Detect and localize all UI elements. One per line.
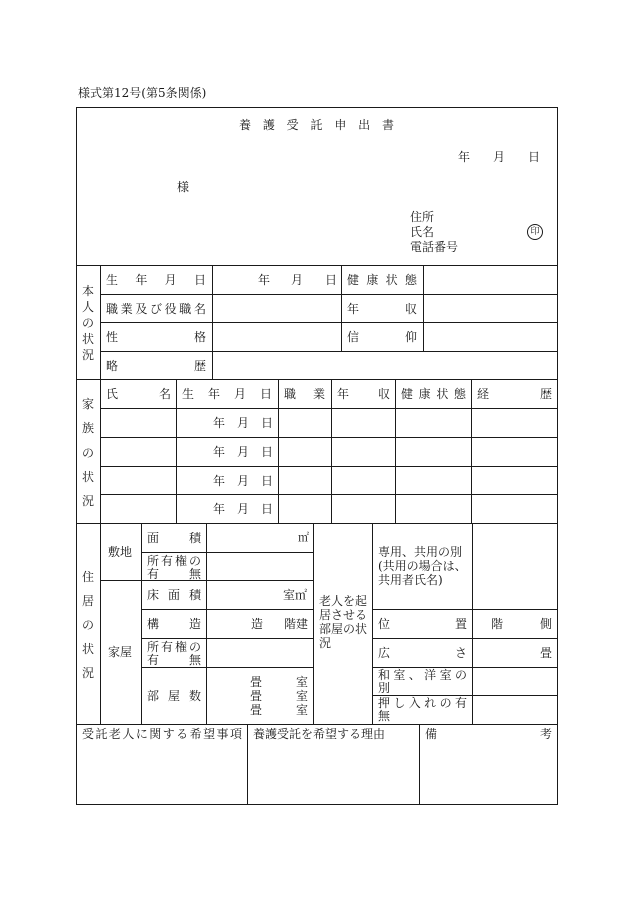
label-char: 月 <box>233 387 246 401</box>
size-label <box>378 646 467 660</box>
label-char: 和 <box>378 668 391 682</box>
structure-label <box>147 617 201 631</box>
label-char: の <box>81 618 94 632</box>
form-title <box>239 118 394 132</box>
title-char: 託 <box>310 118 323 132</box>
family-name-header <box>106 387 171 401</box>
label-char: に <box>135 727 148 741</box>
label-char: 収 <box>377 387 390 401</box>
label-char: 位 <box>378 617 391 631</box>
label-char: の <box>439 696 452 710</box>
label-char: 居 <box>81 594 94 608</box>
shared-label-line3: 共用者氏名) <box>378 573 443 587</box>
floor-area-unit: 室㎡ <box>283 588 308 602</box>
label-char: の <box>81 445 94 460</box>
label-char: 造 <box>188 617 201 631</box>
label-char: 族 <box>81 421 94 436</box>
label-char: 態 <box>453 387 466 401</box>
label-char: 収 <box>404 302 417 316</box>
seal-mark: 印 <box>527 224 543 240</box>
label-char: 本 <box>81 284 94 298</box>
birth-day-unit: 日 <box>325 273 338 287</box>
label-char: 況 <box>81 666 94 680</box>
label-char: 年 <box>207 387 220 401</box>
income-label <box>347 302 417 316</box>
label-char: 側 <box>539 617 552 631</box>
label-char: 数 <box>188 689 201 703</box>
label-char: さ <box>454 646 467 660</box>
rooms-tatami-unit: 畳 <box>250 689 263 703</box>
form-id: 様式第12号(第5条関係) <box>78 86 207 100</box>
label-char: 託 <box>95 727 108 741</box>
label-char: 置 <box>454 617 467 631</box>
label-char: 及 <box>135 302 148 316</box>
site-ownership-label-line1 <box>147 554 201 568</box>
label-char: 人 <box>122 727 135 741</box>
label-char: 押 <box>378 696 391 710</box>
label-char: 健 <box>401 387 414 401</box>
label-char: 有 <box>147 567 160 581</box>
label-char: 面 <box>167 588 180 602</box>
remarks-label <box>425 727 552 741</box>
label-char: 況 <box>81 348 94 362</box>
site-area-unit: ㎡ <box>298 531 309 544</box>
family-health-header <box>401 387 466 401</box>
label-char: 希 <box>189 727 202 741</box>
closet-label-line1 <box>378 696 467 710</box>
family-row-month: 月 <box>237 502 250 516</box>
religion-label <box>347 330 417 344</box>
label-char: れ <box>424 696 437 710</box>
family-row-day: 日 <box>261 445 274 459</box>
housing-section-label <box>81 570 95 680</box>
label-char: 広 <box>378 646 391 660</box>
site-area-label <box>147 531 201 545</box>
label-char: 無 <box>188 653 201 667</box>
label-char: 名 <box>193 302 206 316</box>
rooms-room-unit: 室 <box>296 703 309 717</box>
label-char: 項 <box>229 727 242 741</box>
label-char: 事 <box>216 727 229 741</box>
family-row-day: 日 <box>261 416 274 430</box>
family-row-month: 月 <box>237 445 250 459</box>
label-char: す <box>162 727 175 741</box>
label-char: 職 <box>179 302 192 316</box>
closet-label-line2: 無 <box>378 709 391 723</box>
name-label: 氏名 <box>410 225 435 239</box>
shared-label-line2: (共用の場合は、 <box>378 559 467 573</box>
label-char: 氏 <box>106 387 119 401</box>
label-char: 有 <box>160 640 173 654</box>
label-char: 状 <box>81 642 94 656</box>
label-char: 老 <box>108 727 121 741</box>
label-char: の <box>188 554 201 568</box>
label-char: 所 <box>147 554 160 568</box>
label-char: 日 <box>193 273 206 287</box>
family-history-header <box>477 387 552 401</box>
family-row-year: 年 <box>213 502 226 516</box>
house-ownership-label-line2 <box>147 653 201 667</box>
label-char: 状 <box>385 273 398 287</box>
shared-label-line1: 専用、共用の別 <box>378 545 463 559</box>
floor-area-label <box>147 588 201 602</box>
label-char: 年 <box>135 273 148 287</box>
family-birth-header <box>182 387 272 401</box>
label-char: 所 <box>147 640 160 654</box>
label-char: 康 <box>366 273 379 287</box>
site-label: 敷地 <box>108 545 133 559</box>
label-char: 月 <box>164 273 177 287</box>
birth-month-unit: 月 <box>291 273 304 287</box>
label-char: 生 <box>182 387 195 401</box>
label-char: 階 <box>491 617 504 631</box>
label-char: 職 <box>284 387 297 401</box>
label-char: 、 <box>408 668 421 682</box>
label-char: 年 <box>347 302 360 316</box>
label-char: 年 <box>337 387 350 401</box>
label-char: 受 <box>82 727 95 741</box>
label-char: 床 <box>147 588 160 602</box>
label-char: び <box>149 302 162 316</box>
rooms-room-unit: 室 <box>296 675 309 689</box>
character-label <box>106 330 206 344</box>
label-char: 業 <box>120 302 133 316</box>
room-type-label-line2: 別 <box>378 681 391 695</box>
rooms-room-unit: 室 <box>296 689 309 703</box>
elder-room-label: 老人を起居させる部屋の状況 <box>319 594 368 650</box>
title-char: 書 <box>381 118 394 132</box>
label-char: 略 <box>106 359 119 373</box>
self-section-label <box>81 284 95 362</box>
label-char: 洋 <box>424 668 437 682</box>
label-char: 日 <box>259 387 272 401</box>
family-row-year: 年 <box>213 416 226 430</box>
label-char: 仰 <box>404 330 417 344</box>
label-char: 望 <box>203 727 216 741</box>
room-type-label-line1 <box>378 668 467 682</box>
label-char: 積 <box>188 588 201 602</box>
family-row-month: 月 <box>237 474 250 488</box>
label-char: 面 <box>147 531 160 545</box>
label-char: 態 <box>404 273 417 287</box>
rooms-label <box>147 689 201 703</box>
label-char: し <box>393 696 406 710</box>
health-label <box>347 273 417 287</box>
label-char: 積 <box>188 531 201 545</box>
rooms-tatami-unit: 畳 <box>250 675 263 689</box>
birth-year-unit: 年 <box>258 273 271 287</box>
rooms-tatami-unit: 畳 <box>250 703 263 717</box>
label-char: 状 <box>81 469 94 484</box>
label-char: 有 <box>454 696 467 710</box>
label-char: 状 <box>81 332 94 346</box>
occupation-label <box>106 302 206 316</box>
title-char: 出 <box>358 118 371 132</box>
family-row-year: 年 <box>213 474 226 488</box>
label-char: 名 <box>158 387 171 401</box>
label-char: 歴 <box>193 359 206 373</box>
house-ownership-label-line1 <box>147 640 201 654</box>
date-month-label: 月 <box>493 150 506 164</box>
label-char: 入 <box>408 696 421 710</box>
birth-date-label <box>106 273 206 287</box>
label-char: 関 <box>149 727 162 741</box>
label-char: の <box>188 640 201 654</box>
label-char: 権 <box>174 640 187 654</box>
label-char: 健 <box>347 273 360 287</box>
label-char: 康 <box>418 387 431 401</box>
label-char: 備 <box>425 727 438 741</box>
title-char: 申 <box>334 118 347 132</box>
position-label <box>378 617 467 631</box>
reason-label: 養護受託を希望する理由 <box>253 727 386 741</box>
family-occupation-header <box>284 387 325 401</box>
family-row-month: 月 <box>237 416 250 430</box>
label-char: 部 <box>147 689 160 703</box>
label-char: 室 <box>393 668 406 682</box>
structure-unit-1: 造 <box>251 617 264 631</box>
label-char: 無 <box>188 567 201 581</box>
label-char: る <box>176 727 189 741</box>
family-row-day: 日 <box>261 502 274 516</box>
position-unit <box>491 617 552 631</box>
label-char: 職 <box>106 302 119 316</box>
label-char: の <box>454 668 467 682</box>
label-char: 業 <box>312 387 325 401</box>
label-char: 状 <box>436 387 449 401</box>
label-char: 役 <box>164 302 177 316</box>
label-char: 格 <box>193 330 206 344</box>
family-row-year: 年 <box>213 445 226 459</box>
family-income-header <box>337 387 390 401</box>
date-day-label: 日 <box>528 150 541 164</box>
title-char: 護 <box>262 118 275 132</box>
label-char: 性 <box>106 330 119 344</box>
family-row-day: 日 <box>261 474 274 488</box>
address-label: 住所 <box>410 210 435 224</box>
label-char: 歴 <box>539 387 552 401</box>
date-year-label: 年 <box>458 150 471 164</box>
label-char: 況 <box>81 494 94 508</box>
label-char: 信 <box>347 330 360 344</box>
label-char: の <box>81 316 94 330</box>
label-char: 室 <box>439 668 452 682</box>
label-char: 権 <box>174 554 187 568</box>
label-char: 経 <box>477 387 490 401</box>
label-char: 人 <box>81 300 94 314</box>
addressee-suffix: 様 <box>177 180 190 194</box>
label-char: 有 <box>147 653 160 667</box>
structure-unit-2: 階建 <box>284 617 309 631</box>
wishes-label <box>82 727 242 741</box>
site-ownership-label-line2 <box>147 567 201 581</box>
label-char: 屋 <box>167 689 180 703</box>
family-section-label <box>81 397 95 508</box>
label-char: 家 <box>81 397 94 411</box>
title-char: 養 <box>239 118 252 132</box>
label-char: 構 <box>147 617 160 631</box>
size-unit: 畳 <box>540 646 553 660</box>
label-char: 考 <box>539 727 552 741</box>
label-char: 有 <box>160 554 173 568</box>
house-label: 家屋 <box>108 645 133 659</box>
label-char: 生 <box>106 273 119 287</box>
title-char: 受 <box>286 118 299 132</box>
history-label <box>106 359 206 373</box>
phone-label: 電話番号 <box>410 240 459 254</box>
label-char: 住 <box>81 570 94 584</box>
